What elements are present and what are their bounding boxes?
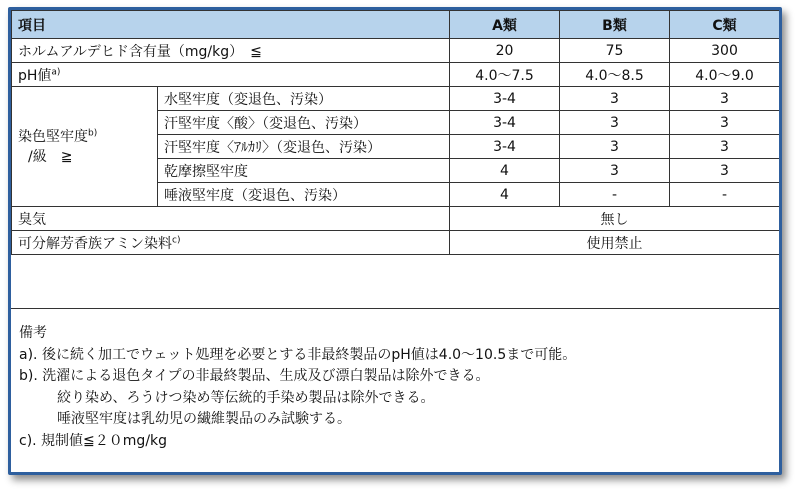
ph-label: pH値 <box>18 67 52 84</box>
fastness-b: - <box>560 183 670 207</box>
fastness-c: 3 <box>670 135 780 159</box>
amine-note-marker: c) <box>172 234 181 245</box>
formaldehyde-a: 20 <box>450 39 560 63</box>
remark-b-saliva: 唾液堅牢度は乳幼児の繊維製品のみ試験する。 <box>57 411 351 427</box>
fastness-b: 3 <box>560 135 670 159</box>
ph-c: 4.0～9.0 <box>670 63 780 87</box>
amine-label: 可分解芳香族アミン染料 <box>18 235 172 252</box>
fastness-a: 4 <box>450 183 560 207</box>
fastness-note-marker: b) <box>88 127 98 138</box>
header-class-a: A類 <box>450 11 560 39</box>
fastness-b: 3 <box>560 111 670 135</box>
amine-value: 使用禁止 <box>450 231 780 255</box>
table-row-odor <box>12 207 780 231</box>
requirements-table <box>11 10 780 255</box>
header-class-c: C類 <box>670 11 780 39</box>
ph-b: 4.0～8.5 <box>560 63 670 87</box>
table-row-ph <box>12 63 780 87</box>
fastness-b: 3 <box>560 87 670 111</box>
spec-table-frame <box>8 7 782 475</box>
fastness-group-line1: 染色堅牢度 <box>18 128 88 145</box>
odor-label: 臭気 <box>12 207 450 231</box>
header-item: 項目 <box>12 11 450 39</box>
fastness-b: 3 <box>560 159 670 183</box>
remark-b: b). 洗濯による退色タイプの非最終製品、生成及び漂白製品は除外できる。 <box>19 368 490 384</box>
table-row-fastness-water <box>12 87 780 111</box>
fastness-label: 水堅牢度（変退色、汚染） <box>158 87 450 111</box>
fastness-label: 唾液堅牢度（変退色、汚染） <box>158 183 450 207</box>
table-row-formaldehyde <box>12 39 780 63</box>
fastness-c: 3 <box>670 159 780 183</box>
ph-a: 4.0～7.5 <box>450 63 560 87</box>
formaldehyde-label: ホルムアルデヒド含有量（mg/kg） ≦ <box>12 39 450 63</box>
fastness-a: 3-4 <box>450 87 560 111</box>
fastness-label: 乾摩擦堅牢度 <box>158 159 450 183</box>
amine-label-cell <box>12 231 450 255</box>
fastness-label: 汗堅牢度〈酸〉（変退色、汚染） <box>158 111 450 135</box>
fastness-a: 4 <box>450 159 560 183</box>
remarks-section <box>11 308 779 472</box>
header-class-b: B類 <box>560 11 670 39</box>
header-row <box>12 11 780 39</box>
fastness-group-label <box>12 87 158 207</box>
formaldehyde-b: 75 <box>560 39 670 63</box>
fastness-a: 3-4 <box>450 135 560 159</box>
fastness-c: - <box>670 183 780 207</box>
fastness-group-line2: /級 ≧ <box>28 148 73 165</box>
fastness-c: 3 <box>670 111 780 135</box>
fastness-a: 3-4 <box>450 111 560 135</box>
remarks-title: 備考 <box>19 325 47 341</box>
remark-a: a). 後に続く加工でウェット処理を必要とする非最終製品のpH値は4.0～10.5まで可能。 <box>19 346 577 363</box>
ph-note-marker: a) <box>51 66 61 77</box>
fastness-label: 汗堅牢度〈ｱﾙｶﾘ〉（変退色、汚染） <box>158 135 450 159</box>
remark-c: c). 規制値≦２０mg/kg <box>19 432 168 449</box>
odor-value: 無し <box>450 207 780 231</box>
fastness-c: 3 <box>670 87 780 111</box>
remark-b-continued: 絞り染め、ろうけつ染め等伝統的手染め製品は除外できる。 <box>57 389 435 406</box>
table-row-amine-dyes <box>12 231 780 255</box>
ph-label-cell <box>12 63 450 87</box>
formaldehyde-c: 300 <box>670 39 780 63</box>
